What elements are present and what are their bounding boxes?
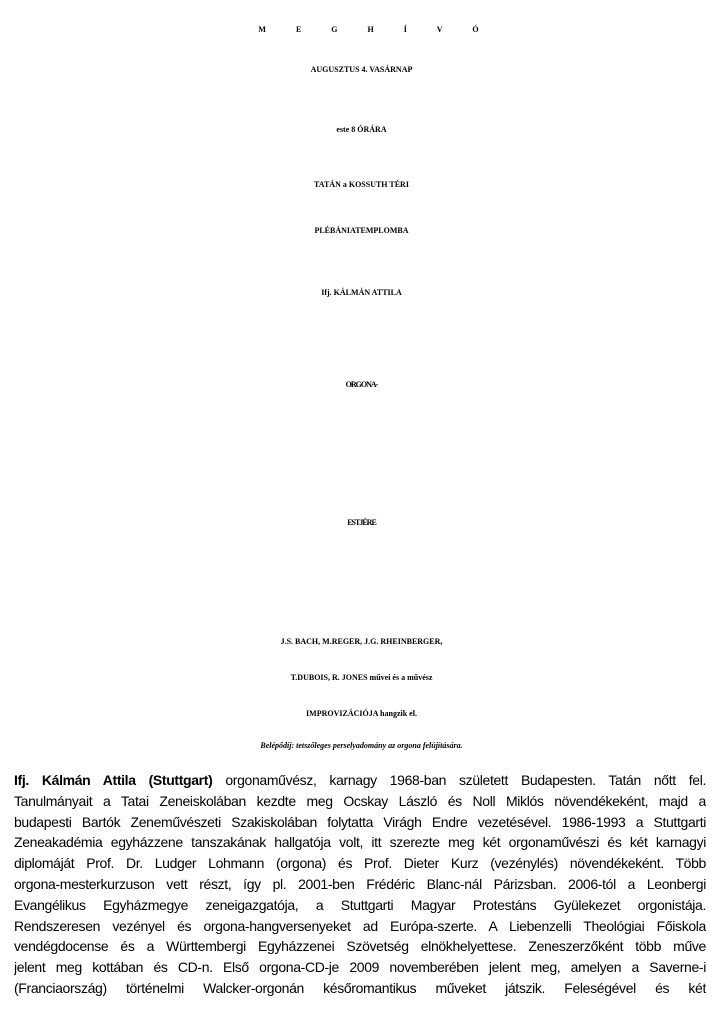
- event-title-line-2: ESTJÉRE: [347, 518, 376, 527]
- biography-line: diplomáját Prof. Dr. Ludger Lohmann (orgona) és Prof. Dieter Kurz (vezénylés) növendékeként. Több: [14, 855, 706, 872]
- event-location-line-2: PLÉBÁNIATEMPLOMBA: [314, 226, 409, 235]
- composers-line-1: J.S. BACH, M.REGER, J.G. RHEINBERGER,: [280, 637, 443, 646]
- biography-line: orgona-mesterkurzuson vett részt, így pl. 2001-ben Frédéric Blanc-nál Párizsban. 2006-tól a Leonbergi: [14, 875, 706, 892]
- biography-line: (Franciaország) történelmi Walcker-orgonán későromantikus műveket játszik. Feleségével és két: [14, 979, 706, 996]
- biography-line: [14, 770, 706, 791]
- composers-line-3: IMPROVIZÁCIÓJA hangzik el.: [306, 709, 417, 718]
- biography-line: vendégdocense és a Württembergi Egyházzenei Szövetség elnökhelyettese. Zeneszerzőként több műve: [14, 938, 706, 955]
- biography-lead: Ifj. Kálmán Attila (Stuttgart): [14, 772, 213, 788]
- biography-line: budapesti Bartók Zeneművészeti Szakiskolában folytatta Virágh Endre vezetésével. 1986-1993 a Stuttgarti: [14, 813, 706, 830]
- biography-line: jelent meg kottában és CD-n. Első orgona-CD-je 2009 novemberében jelent meg, amelyen a Saverne-i: [14, 959, 706, 976]
- biography-text: [14, 770, 706, 1020]
- entry-fee-note: Belépődíj: tetszőleges perselyadomány az orgona felújítására.: [260, 741, 463, 750]
- event-date: AUGUSZTUS 4. VASÁRNAP: [310, 65, 413, 74]
- invitation-kicker: M E G H Í V Ó: [258, 25, 493, 34]
- biography-line: Zeneakadémia egyházzene tanszakának hallgatója volt, itt szerezte meg két orgonaművészi és két karnagyi: [14, 834, 706, 851]
- event-time: este 8 ÓRÁRA: [336, 125, 387, 134]
- event-title-line-1: ORGONA-: [345, 380, 378, 389]
- event-location-line-1: TATÁN a KOSSUTH TÉRI: [314, 180, 409, 189]
- biography-line: Rendszeresen vezényel és orgona-hangversenyeket ad Európa-szerte. A Liebenzelli Theológiai Főiskola: [14, 917, 706, 934]
- composers-line-2: T.DUBOIS, R. JONES művei és a művész: [290, 673, 433, 682]
- biography-line: Evangélikus Egyházmegye zeneigazgatója, a Stuttgarti Magyar Protestáns Gyülekezet orgonistája.: [14, 896, 706, 913]
- biography-line-1-rest: orgonaművész, karnagy 1968-ban született Budapesten. Tatán nőtt fel.: [212, 772, 706, 788]
- biography-line: Tanulmányait a Tatai Zeneiskolában kezdte meg Ocskay László és Noll Miklós növendékeként, majd a: [14, 792, 706, 809]
- performer-name: Ifj. KÁLMÁN ATTILA: [321, 288, 402, 297]
